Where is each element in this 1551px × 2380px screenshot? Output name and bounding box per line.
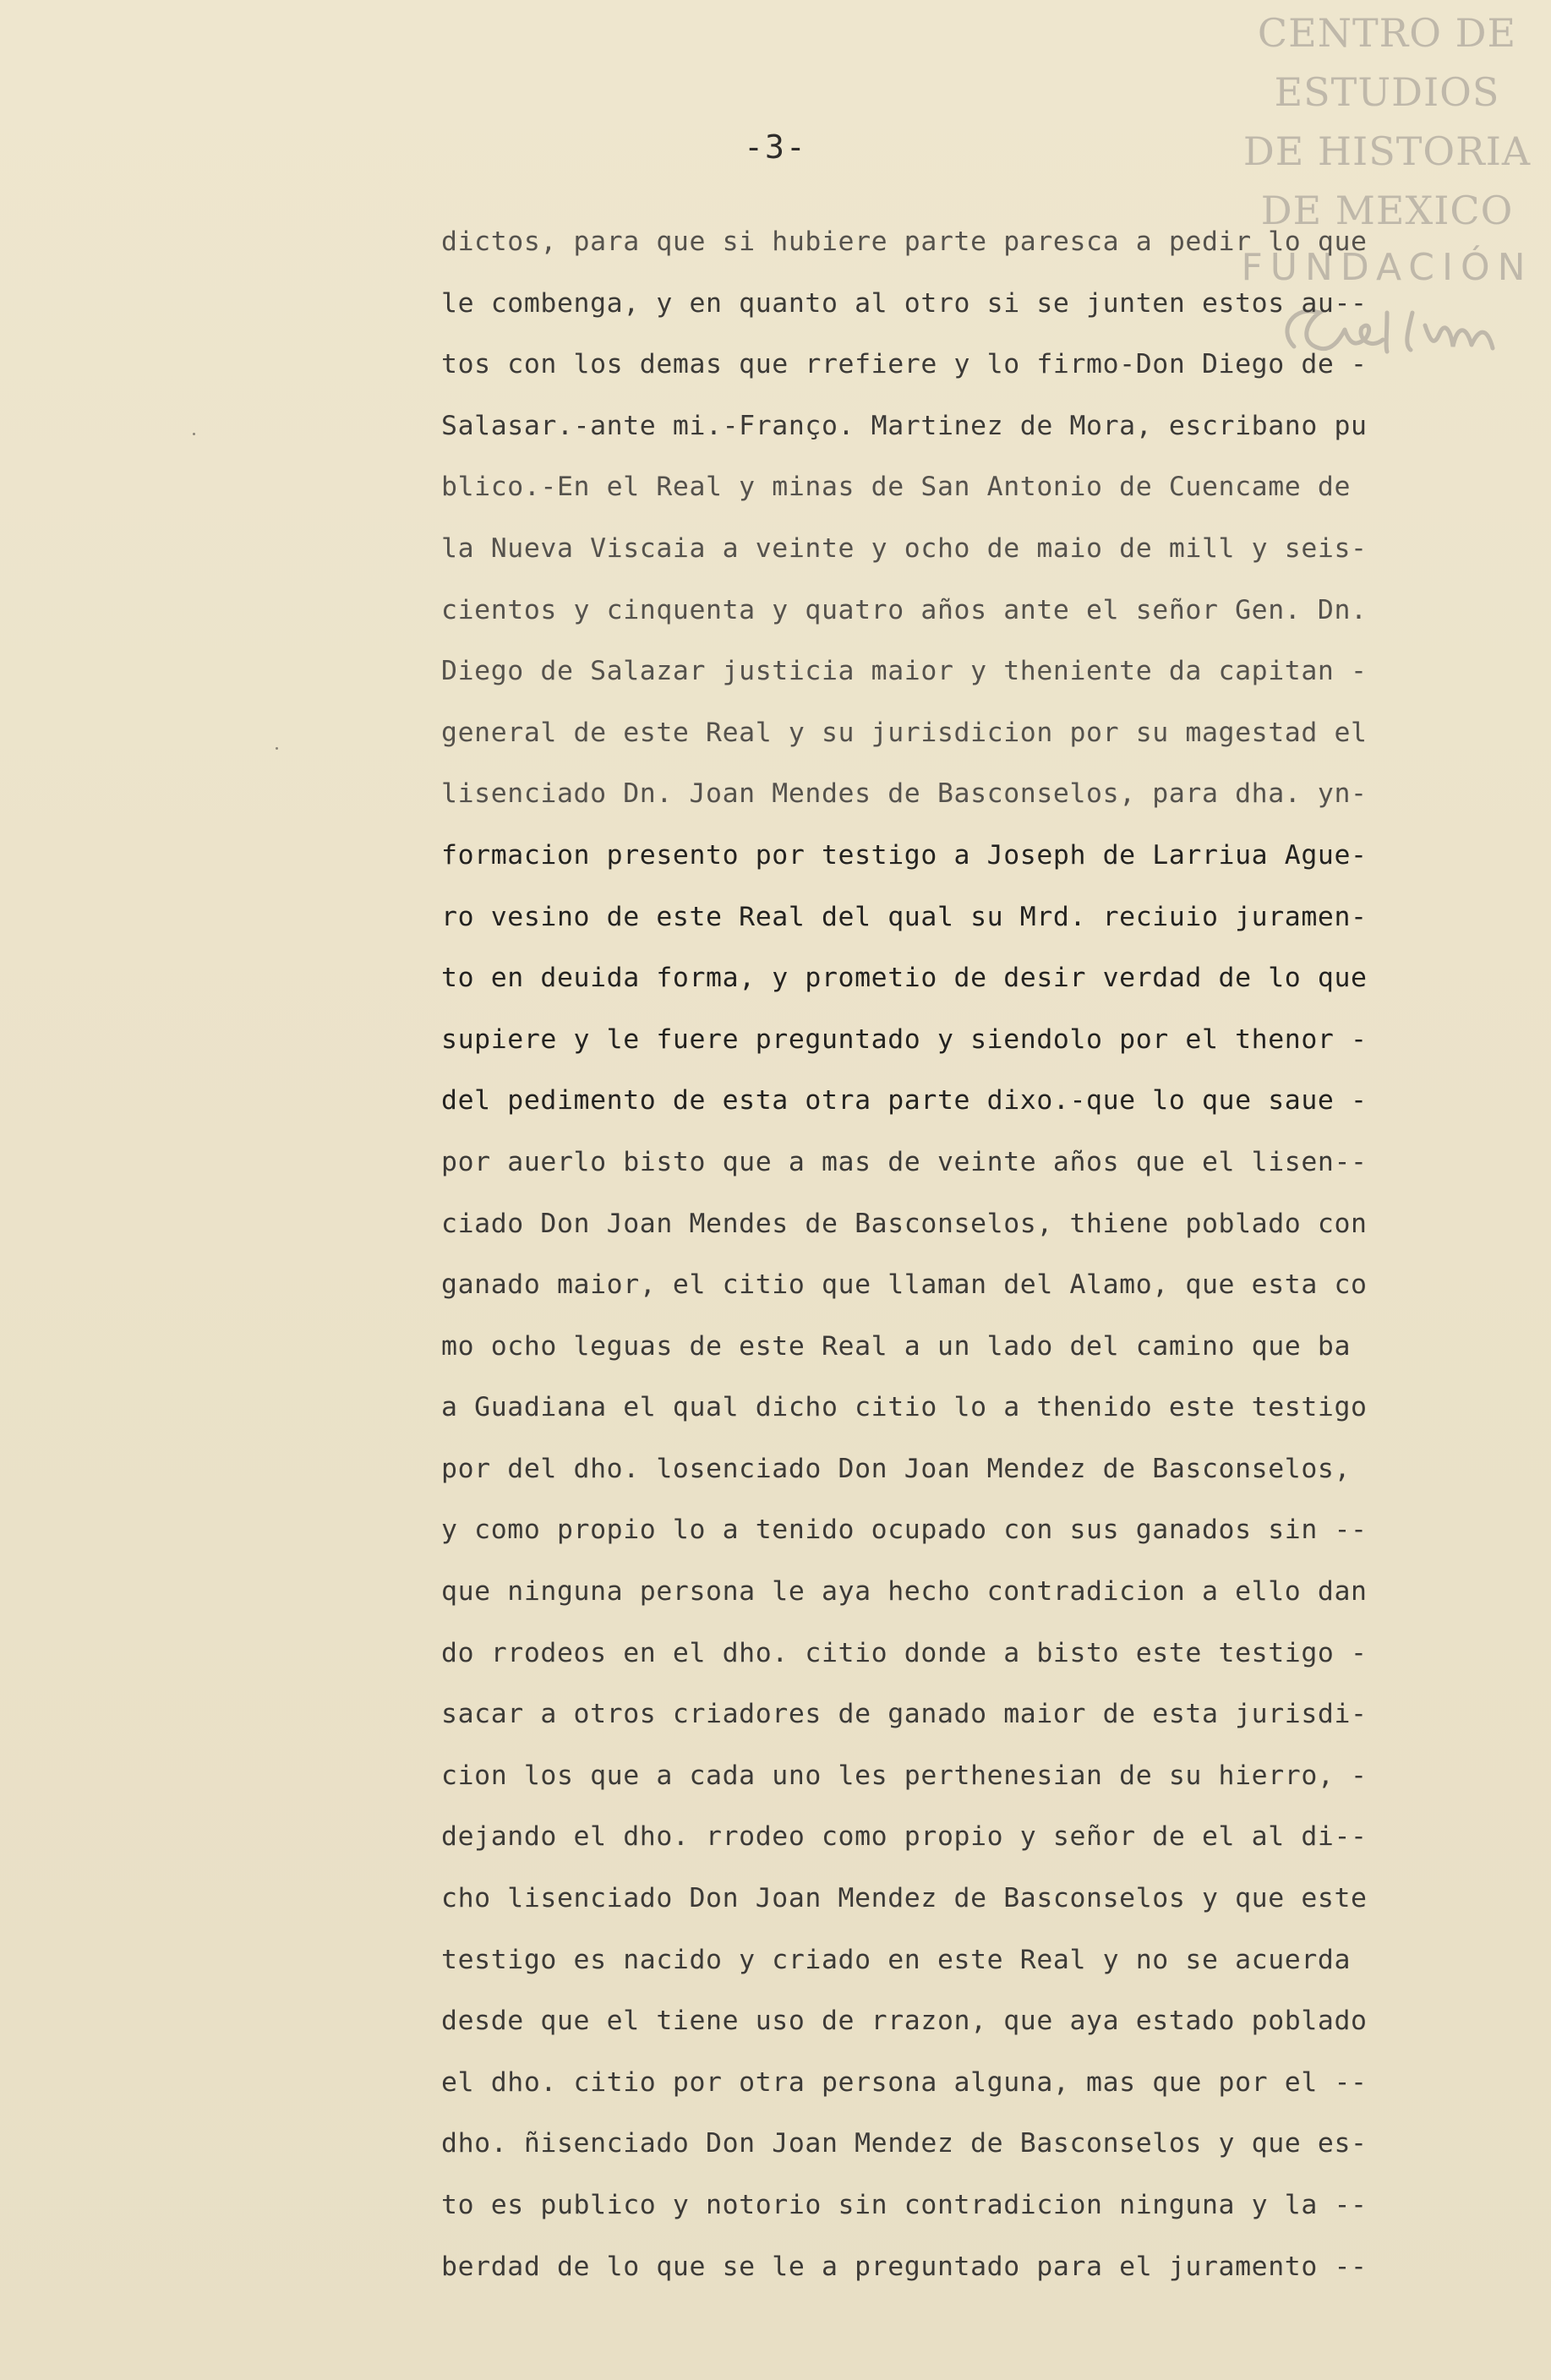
text-line: blico.-En el Real y minas de San Antonio de Cuencame de	[441, 472, 1352, 503]
text-line: Diego de Salazar justicia maior y theniente da capitan -	[441, 656, 1368, 687]
watermark-line-2: ESTUDIOS	[1274, 69, 1500, 115]
paper-speck	[193, 433, 195, 435]
typed-text-body	[441, 216, 1481, 2302]
text-line: ro vesino de este Real del qual su Mrd. reciuio juramen-	[441, 901, 1368, 932]
text-line: to en deuida forma, y prometio de desir verdad de lo que	[441, 963, 1368, 994]
text-line: ciado Don Joan Mendes de Basconselos, thiene poblado con	[441, 1208, 1368, 1239]
text-line: desde que el tiene uso de rrazon, que aya estado poblado	[441, 2006, 1368, 2037]
text-line: berdad de lo que se le a preguntado para el juramento --	[441, 2251, 1368, 2282]
text-line: testigo es nacido y criado en este Real y no se acuerda	[441, 1944, 1352, 1975]
text-line: ganado maior, el citio que llaman del Alamo, que esta co	[441, 1269, 1368, 1301]
watermark-line-4: DE MEXICO	[1260, 188, 1514, 233]
text-line: por auerlo bisto que a mas de veinte años que el lisen--	[441, 1146, 1368, 1177]
text-line: sacar a otros criadores de ganado maior de esta jurisdi-	[441, 1699, 1368, 1730]
text-line: formacion presento por testigo a Joseph de Larriua Ague-	[441, 839, 1368, 871]
text-line: Salasar.-ante mi.-Franço. Martinez de Mora, escribano pu	[441, 410, 1368, 441]
watermark-foundation: FUNDACIÓN	[1241, 246, 1533, 289]
text-line: del pedimento de esta otra parte dixo.-que lo que saue -	[441, 1085, 1368, 1116]
text-line: dejando el dho. rrodeo como propio y señor de el al di--	[441, 1821, 1368, 1853]
text-line: supiere y le fuere preguntado y siendolo por el thenor -	[441, 1024, 1368, 1055]
text-line: a Guadiana el qual dicho citio lo a thenido este testigo	[441, 1392, 1368, 1423]
text-line: cientos y cinquenta y quatro años ante el señor Gen. Dn.	[441, 594, 1368, 625]
text-line: dictos, para que si hubiere parte paresca a pedir lo que	[441, 227, 1368, 257]
text-line: do rrodeos en el dho. citio donde a bisto este testigo -	[441, 1637, 1368, 1668]
text-line: general de este Real y su jurisdicion por su magestad el	[441, 717, 1368, 748]
text-line: tos con los demas que rrefiere y lo firmo-Don Diego de -	[441, 349, 1368, 380]
text-line: y como propio lo a tenido ocupado con sus ganados sin --	[441, 1515, 1368, 1546]
watermark-line-3: DE HISTORIA	[1242, 128, 1532, 174]
paper-speck	[276, 747, 278, 750]
text-line: que ninguna persona le aya hecho contradicion a ello dan	[441, 1576, 1368, 1608]
watermark-line-1: CENTRO DE	[1257, 10, 1517, 56]
text-line: mo ocho leguas de este Real a un lado del camino que ba	[441, 1330, 1352, 1362]
text-line: el dho. citio por otra persona alguna, mas que por el --	[441, 2066, 1368, 2098]
text-line: to es publico y notorio sin contradicion ninguna y la --	[441, 2190, 1368, 2220]
text-line: dho. ñisenciado Don Joan Mendez de Basconselos y que es-	[441, 2128, 1368, 2159]
text-line: por del dho. losenciado Don Joan Mendez de Basconselos,	[441, 1453, 1352, 1484]
text-line: le combenga, y en quanto al otro si se junten estos au--	[441, 287, 1368, 319]
page-number: -3-	[744, 128, 807, 166]
text-line: la Nueva Viscaia a veinte y ocho de maio de mill y seis-	[441, 532, 1368, 564]
text-line: lisenciado Dn. Joan Mendes de Basconselos, para dha. yn-	[441, 778, 1368, 810]
text-line: cho lisenciado Don Joan Mendez de Basconselos y que este	[441, 1883, 1368, 1914]
text-line: cion los que a cada uno les perthenesian de su hierro, -	[441, 1760, 1368, 1791]
